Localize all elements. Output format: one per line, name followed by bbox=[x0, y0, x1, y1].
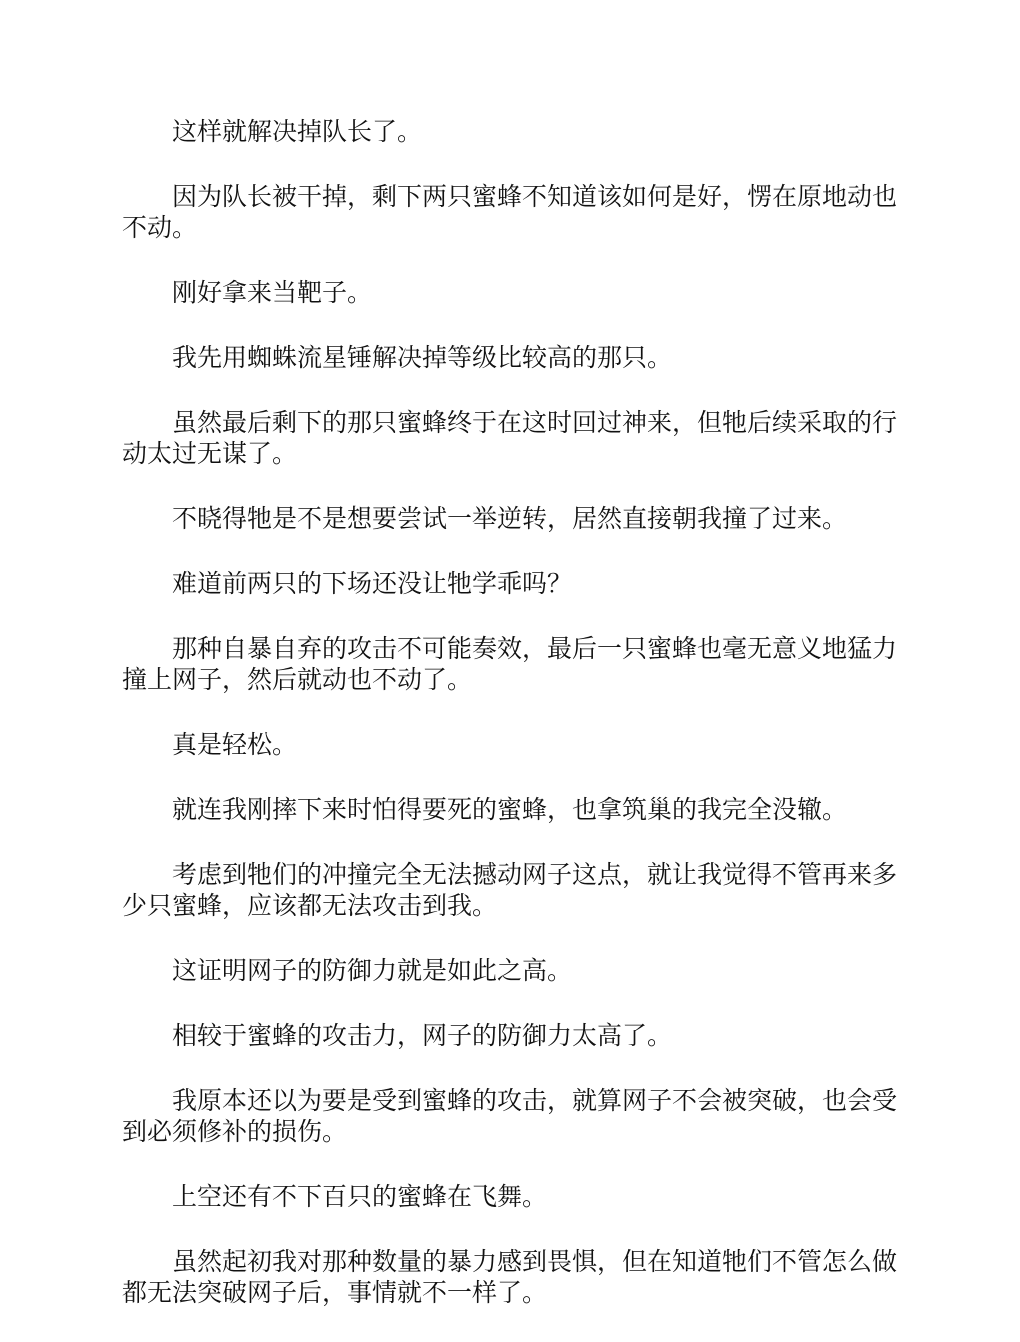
paragraph: 不晓得牠是不是想要尝试一举逆转，居然直接朝我撞了过来。 bbox=[172, 504, 848, 533]
paragraph: 这样就解决掉队长了。 bbox=[172, 117, 423, 146]
paragraph: 考虑到牠们的冲撞完全无法撼动网子这点，就让我觉得不管再来多少只蜜蜂，应该都无法攻击到我。 bbox=[122, 860, 898, 920]
paragraph: 我先用蜘蛛流星锤解决掉等级比较高的那只。 bbox=[172, 343, 673, 372]
paragraph: 难道前两只的下场还没让牠学乖吗？ bbox=[172, 569, 573, 598]
paragraph: 真是轻松。 bbox=[172, 730, 298, 759]
paragraph: 就连我刚摔下来时怕得要死的蜜蜂，也拿筑巢的我完全没辙。 bbox=[172, 795, 848, 824]
paragraph: 虽然最后剩下的那只蜜蜂终于在这时回过神来，但牠后续采取的行动太过无谋了。 bbox=[122, 408, 898, 468]
paragraph: 相较于蜜蜂的攻击力，网子的防御力太高了。 bbox=[172, 1021, 673, 1050]
paragraph: 上空还有不下百只的蜜蜂在飞舞。 bbox=[172, 1182, 548, 1211]
paragraph: 我原本还以为要是受到蜜蜂的攻击，就算网子不会被突破，也会受到必须修补的损伤。 bbox=[122, 1086, 898, 1146]
paragraph: 因为队长被干掉，剩下两只蜜蜂不知道该如何是好，愣在原地动也不动。 bbox=[122, 182, 898, 242]
paragraph: 这证明网子的防御力就是如此之高。 bbox=[172, 956, 573, 985]
paragraph: 刚好拿来当靶子。 bbox=[172, 278, 373, 307]
paragraph: 那种自暴自弃的攻击不可能奏效，最后一只蜜蜂也毫无意义地猛力撞上网子，然后就动也不动了。 bbox=[122, 634, 898, 694]
paragraph: 虽然起初我对那种数量的暴力感到畏惧，但在知道牠们不管怎么做都无法突破网子后，事情就不一样了。 bbox=[122, 1247, 898, 1307]
text-body bbox=[122, 116, 898, 1342]
